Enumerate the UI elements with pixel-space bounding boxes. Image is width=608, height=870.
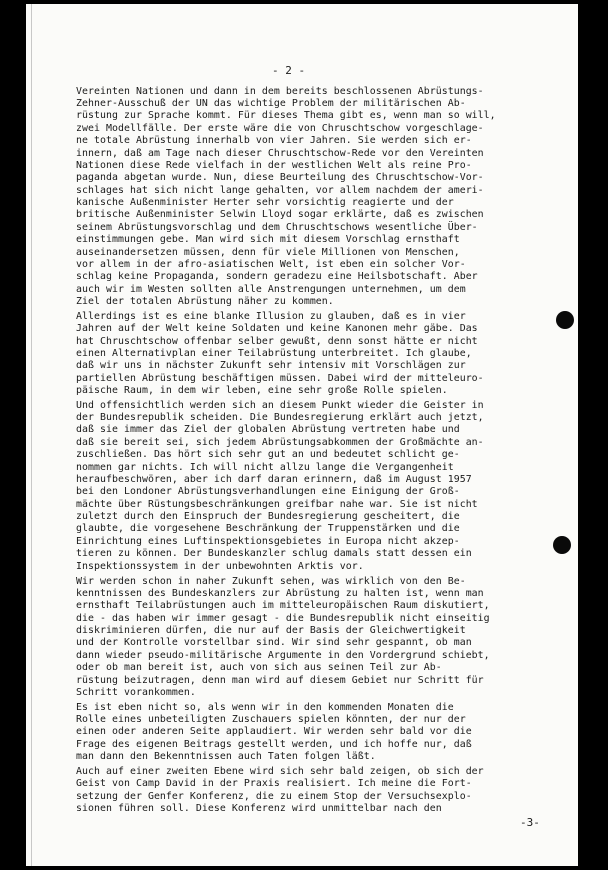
text-line: vor allem in der afro-asiatischen Welt, ist eben ein solcher Vor- — [76, 259, 466, 270]
text-line: schlag keine Propaganda, sondern geradezu eine Heilsbotschaft. Aber — [76, 271, 478, 282]
text-line: die - das haben wir immer gesagt - die Bundesrepublik nicht einseitig — [76, 613, 490, 624]
text-line: Wir werden schon in naher Zukunft sehen, was wirklich von den Be- — [76, 576, 466, 587]
text-line: oder ob man bereit ist, auch von sich aus seinen Teil zur Ab- — [76, 662, 442, 673]
text-line: bei den Londoner Abrüstungsverhandlungen eine Einigung der Groß- — [76, 486, 460, 497]
text-line: Ziel der totalen Abrüstung näher zu kommen. — [76, 296, 334, 307]
text-line: partiellen Abrüstung beschäftigen müssen. Dabei wird der mitteleuro- — [76, 373, 484, 384]
text-line: Frage des eigenen Beitrags gestellt werden, und ich hoffe nur, daß — [76, 739, 472, 750]
text-line: zuletzt durch den Einspruch der Bundesregierung gescheitert, die — [76, 511, 460, 522]
text-line: Einrichtung eines Luftinspektionsgebietes in Europa nicht akzep- — [76, 536, 460, 547]
page-number: - 2 - — [272, 64, 306, 77]
text-line: Und offensichtlich werden sich an diesem Punkt wieder die Geister in — [76, 400, 484, 411]
margin-line — [31, 4, 32, 866]
text-line: Jahren auf der Welt keine Soldaten und keine Kanonen mehr gäbe. Das — [76, 323, 478, 334]
text-line: Allerdings ist es eine blanke Illusion zu glauben, daß es in vier — [76, 311, 466, 322]
text-line: heraufbeschwören, aber ich darf daran erinnern, daß im August 1957 — [76, 474, 472, 485]
text-line: Es ist eben nicht so, als wenn wir in den kommenden Monaten die — [76, 702, 454, 713]
text-line: glaubte, die vorgesehene Beschränkung der Truppenstärken und die — [76, 523, 460, 534]
text-line: Vereinten Nationen und dann in dem bereits beschlossenen Abrüstungs- — [76, 86, 484, 97]
text-line: Geist von Camp David in der Praxis realisiert. Ich meine die Fort- — [76, 778, 472, 789]
text-line: dann wieder pseudo-militärische Argumente in den Vordergrund schiebt, — [76, 650, 490, 661]
punch-hole-upper — [556, 311, 574, 329]
text-line: auseinandersetzen müssen, denn für viele Millionen von Menschen, — [76, 247, 460, 258]
text-line: diskriminieren dürfen, die nur auf der Basis der Gleichwertigkeit — [76, 625, 466, 636]
text-line: paganda abgetan wurde. Nun, diese Beurteilung des Chruschtschow-Vor- — [76, 172, 484, 183]
text-line: schlages hat sich nicht lange gehalten, vor allem nachdem der ameri- — [76, 185, 484, 196]
text-line: Nationen diese Rede vielfach in der westlichen Welt als reine Pro- — [76, 160, 472, 171]
text-line: daß sie bereit sei, sich jedem Abrüstungsabkommen der Großmächte an- — [76, 437, 484, 448]
text-line: päische Raum, in dem wir leben, eine sehr große Rolle spielen. — [76, 385, 448, 396]
text-line: auch wir im Westen sollten alle Anstrengungen unternehmen, um dem — [76, 284, 466, 295]
text-line: setzung der Genfer Konferenz, die zu einem Stop der Versuchsexplo- — [76, 791, 472, 802]
text-line: einstimmungen gebe. Man wird sich mit diesem Vorschlag ernsthaft — [76, 234, 460, 245]
text-line: britische Außenminister Selwin Lloyd sogar erklärte, daß es zwischen — [76, 209, 484, 220]
text-line: ne totale Abrüstung innerhalb von vier Jahren. Sie werden sich er- — [76, 135, 472, 146]
text-line: Zehner-Ausschuß der UN das wichtige Problem der militärischen Ab- — [76, 98, 466, 109]
text-line: zwei Modellfälle. Der erste wäre die von Chruschtschow vorgeschlage- — [76, 123, 484, 134]
text-line: Schritt vorankommen. — [76, 687, 196, 698]
text-line: hat Chruschtschow offenbar selber gewußt, denn sonst hätte er nicht — [76, 336, 478, 347]
text-line: daß sie immer das Ziel der globalen Abrüstung vertreten habe und — [76, 424, 460, 435]
text-line: rüstung zur Sprache kommt. Für dieses Thema gibt es, wenn man so will, — [76, 110, 496, 121]
text-line: kanische Außenminister Herter sehr vorsichtig reagierte und der — [76, 197, 454, 208]
text-line: nommen gar nichts. Ich will nicht allzu lange die Vergangenheit — [76, 462, 454, 473]
text-line: tieren zu können. Der Bundeskanzler schlug damals statt dessen ein — [76, 548, 472, 559]
text-line: ernsthaft Teilabrüstungen auch im mitteleuropäischen Raum diskutiert, — [76, 600, 490, 611]
text-line: sionen führen soll. Diese Konferenz wird unmittelbar nach den — [76, 803, 442, 814]
text-line: und der Kontrolle vorstellbar sind. Wir sind sehr gespannt, ob man — [76, 637, 472, 648]
text-line: seinem Abrüstungsvorschlag und dem Chruschtschows wesentliche Über- — [76, 222, 478, 233]
text-line: der Bundesrepublik scheiden. Die Bundesregierung erklärt auch jetzt, — [76, 412, 484, 423]
text-line: daß wir uns in nächster Zukunft sehr intensiv mit Vorschlägen zur — [76, 360, 466, 371]
text-line: mächte über Rüstungsbeschränkungen greifbar nahe war. Sie ist nicht — [76, 499, 478, 510]
next-page-marker: -3- — [520, 816, 540, 829]
text-line: innern, daß am Tage nach dieser Chruschtschow-Rede vor den Vereinten — [76, 148, 484, 159]
text-line: Auch auf einer zweiten Ebene wird sich sehr bald zeigen, ob sich der — [76, 766, 484, 777]
text-line: man dann den Bekenntnissen auch Taten folgen läßt. — [76, 751, 376, 762]
text-line: einen oder anderen Seite applaudiert. Wir werden sehr bald vor die — [76, 726, 472, 737]
text-line: Inspektionssystem in der unbewohnten Arktis vor. — [76, 561, 364, 572]
text-line: einen Alternativplan einer Teilabrüstung unterbreitet. Ich glaube, — [76, 348, 472, 359]
text-line: Rolle eines unbeteiligten Zuschauers spielen könnten, der nur der — [76, 714, 466, 725]
punch-hole-lower — [553, 536, 571, 554]
text-line: rüstung beizutragen, denn man wird auf diesem Gebiet nur Schritt für — [76, 675, 484, 686]
text-line: kenntnissen des Bundeskanzlers zur Abrüstung zu halten ist, wenn man — [76, 588, 484, 599]
text-line: zuschließen. Das hört sich sehr gut an und bedeutet schlicht ge- — [76, 449, 460, 460]
